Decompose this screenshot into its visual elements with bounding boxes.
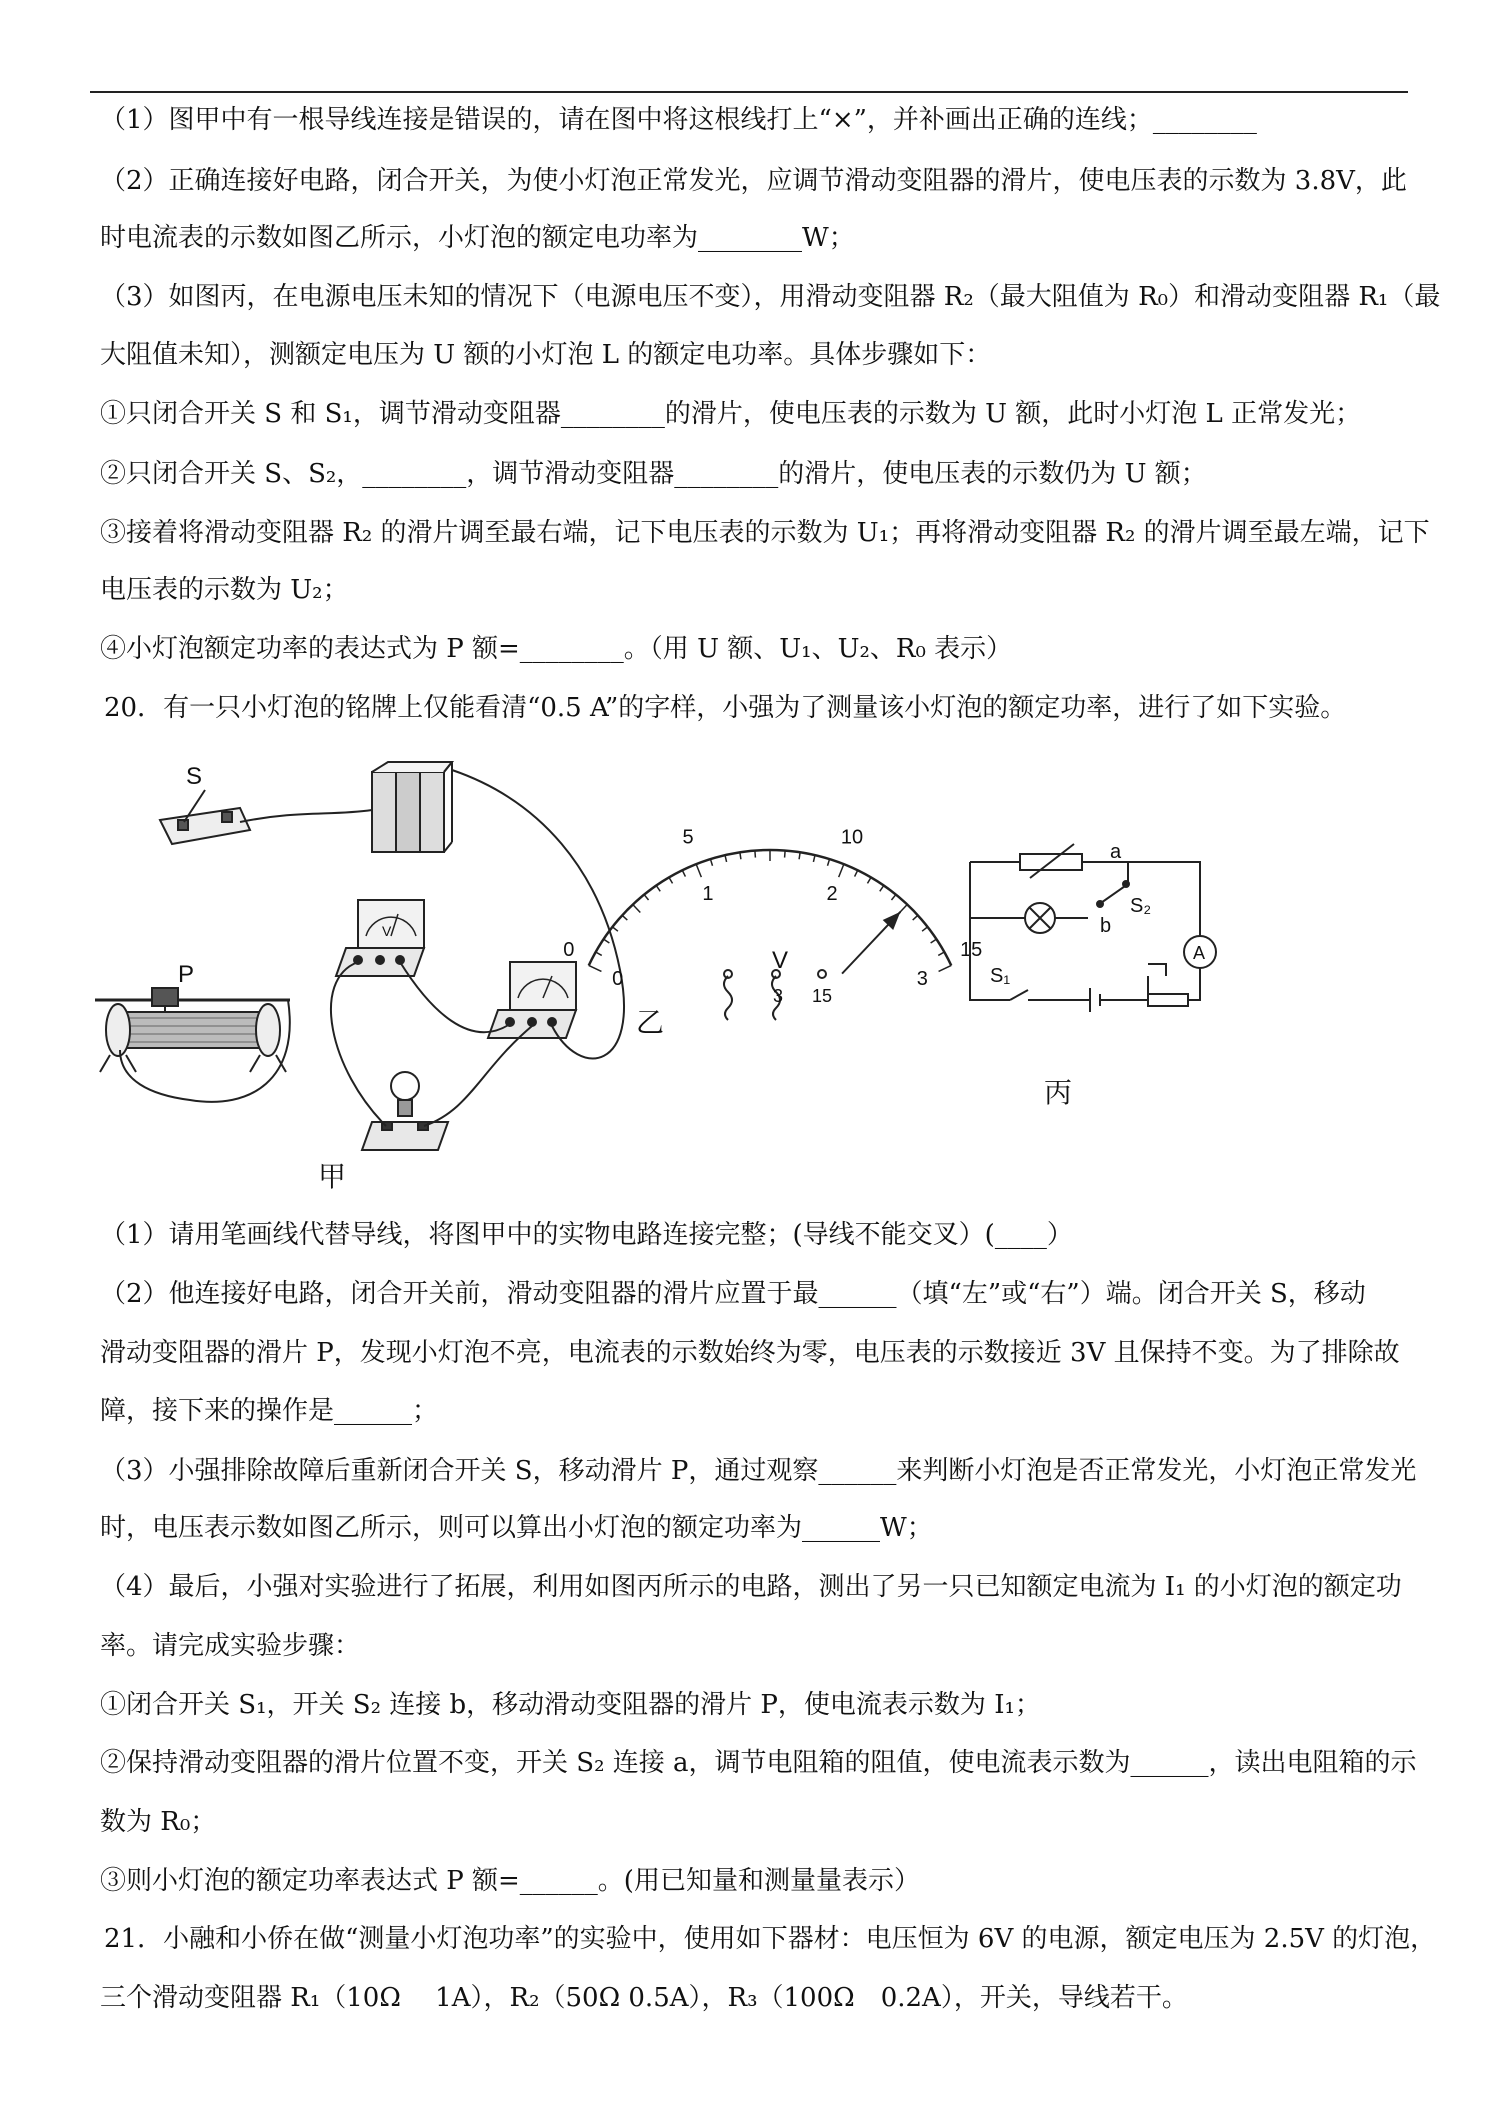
text-line: ④小灯泡额定功率的表达式为 P 额=________。（用 U 额、U₁、U₂、R₀ 表示）	[100, 634, 1013, 664]
figure-caption-yi: 乙	[636, 1007, 665, 1038]
label-ammeter: A	[1193, 943, 1206, 963]
text-line: 数为 R₀；	[100, 1807, 217, 1837]
label-s2: S₂	[1130, 895, 1152, 917]
text-line: （2）他连接好电路，闭合开关前，滑动变阻器的滑片应置于最______（填“左”或“右”）端。闭合开关 S，移动	[100, 1279, 1366, 1309]
dial-tick	[891, 895, 895, 900]
figure-jia	[95, 762, 624, 1192]
text-line: （3）小强排除故障后重新闭合开关 S，移动滑片 P，通过观察______来判断小灯泡是否正常发光，小灯泡正常发光	[100, 1456, 1417, 1486]
terminal-label: 3	[772, 986, 784, 1006]
dial-tick	[799, 852, 800, 859]
top-rule	[90, 91, 1408, 93]
lamp-cross	[1030, 908, 1050, 928]
dial-tick	[644, 895, 648, 900]
dial-tick	[622, 915, 627, 920]
switch-label: S	[186, 763, 203, 790]
text-line: （4）最后，小强对实验进行了拓展，利用如图丙所示的电路，测出了另一只已知额定电流为 I₁ 的小灯泡的额定功	[100, 1572, 1402, 1602]
inner-tick-label: 3	[916, 968, 928, 991]
variable-arrow	[1030, 844, 1074, 878]
text-line: ②只闭合开关 S、S₂，________，调节滑动变阻器________的滑片，使电压表的示数仍为 U 额；	[100, 459, 1207, 489]
voltmeter-symbol: V	[382, 923, 392, 939]
dial-tick	[740, 852, 741, 859]
dial-tick	[785, 851, 786, 858]
meter-symbol: V	[771, 947, 789, 974]
inner-tick-label: 0	[612, 968, 624, 991]
inner-tick-label: 2	[826, 882, 838, 905]
dial-tick	[880, 886, 884, 892]
dial-tick	[839, 864, 844, 877]
bulb-icon	[362, 1072, 448, 1150]
dial-tick	[938, 952, 944, 955]
text-line: 三个滑动变阻器 R₁（10Ω 1A），R₂（50Ω 0.5A），R₃（100Ω 0.2A），开关，导线若干。	[100, 1983, 1188, 2013]
text-line: 大阻值未知），测额定电压为 U 额的小灯泡 L 的额定电功率。具体步骤如下：	[100, 340, 992, 370]
text-line: ③接着将滑动变阻器 R₂ 的滑片调至最右端，记下电压表的示数为 U₁；再将滑动变阻器 R₂ 的滑片调至最左端，记下	[100, 518, 1430, 548]
text-line: ②保持滑动变阻器的滑片位置不变，开关 S₂ 连接 a，调节电阻箱的阻值，使电流表示数为______，读出电阻箱的示	[100, 1748, 1417, 1778]
question-21-stem: 21．小融和小侨在做“测量小灯泡功率”的实验中，使用如下器材：电压恒为 6V 的电源，额定电压为 2.5V 的灯泡，	[104, 1924, 1437, 1954]
terminal-minus	[724, 976, 732, 1020]
terminal-dot	[818, 970, 826, 978]
slider-label: P	[178, 961, 195, 988]
outer-tick-label: 0	[563, 939, 575, 962]
dial-tick	[855, 870, 858, 876]
outer-tick-label: 10	[840, 826, 864, 849]
outer-tick-label: 5	[682, 826, 694, 849]
figure-caption-jia: 甲	[318, 1161, 347, 1192]
dial-tick	[696, 864, 701, 877]
terminal-label: 15	[811, 986, 833, 1006]
dial-tick	[589, 965, 602, 971]
text-line: （1）请用笔画线代替导线，将图甲中的实物电路连接完整；(导线不能交叉）(____）	[100, 1220, 1073, 1250]
figure-bing	[970, 841, 1216, 1108]
text-line: 时，电压表示数如图乙所示，则可以算出小灯泡的额定功率为______W；	[100, 1513, 933, 1543]
dial-tick	[656, 886, 660, 892]
text-line: ③则小灯泡的额定功率表达式 P 额=______。(用已知量和测量量表示）	[100, 1866, 920, 1896]
figure-circuits	[0, 750, 1488, 1210]
dial-tick	[813, 855, 815, 862]
text-line: （1）图甲中有一根导线连接是错误的，请在图中将这根线打上“×”，并补画出正确的连线；________	[100, 105, 1257, 135]
dial-tick	[922, 927, 928, 931]
text-line: 滑动变阻器的滑片 P，发现小灯泡不亮，电流表的示数始终为零，电压表的示数接近 3V 且保持不变。为了排除故	[100, 1338, 1400, 1368]
text-line: （3）如图丙，在电源电压未知的情况下（电源电压不变），用滑动变阻器 R₂（最大阻值为 R₀）和滑动变阻器 R₁（最	[100, 282, 1441, 312]
label-b: b	[1100, 915, 1112, 937]
figure-caption-bing: 丙	[1044, 1077, 1073, 1108]
text-line: （2）正确连接好电路，闭合开关，为使小灯泡正常发光，应调节滑动变阻器的滑片，使电压表的示数为 3.8V，此	[100, 166, 1407, 196]
inner-tick-label: 1	[702, 882, 714, 905]
dial-tick	[682, 870, 685, 876]
dial-tick	[596, 952, 602, 955]
dial-tick	[669, 877, 673, 883]
dial-tick	[612, 927, 618, 931]
figure-yi	[563, 827, 982, 1038]
dial-arc	[589, 850, 952, 965]
dial-tick	[604, 939, 610, 943]
knife-switch-icon	[160, 790, 250, 844]
text-line: 时电流表的示数如图乙所示，小灯泡的额定电功率为________W；	[100, 223, 855, 253]
outer-tick-label: 15	[960, 939, 983, 962]
dial-tick	[828, 859, 830, 866]
dial-tick	[867, 877, 871, 883]
voltmeter-icon	[336, 900, 424, 976]
text-line: ①闭合开关 S₁，开关 S₂ 连接 b，移动滑动变阻器的滑片 P，使电流表示数为 I₁；	[100, 1690, 1041, 1720]
question-20-stem: 20．有一只小灯泡的铭牌上仅能看清“0.5 A”的字样，小强为了测量该小灯泡的额定功率，进行了如下实验。	[104, 693, 1347, 723]
rheostat-icon	[95, 988, 290, 1072]
rheostat-symbol-icon	[1148, 994, 1188, 1006]
battery-icon	[372, 762, 452, 852]
text-line: 率。请完成实验步骤：	[100, 1631, 361, 1661]
text-line: 电压表的示数为 U₂；	[100, 575, 349, 605]
text-line: 障，接下来的操作是______；	[100, 1396, 439, 1426]
dial-tick	[900, 905, 908, 913]
text-line: ①只闭合开关 S 和 S₁，调节滑动变阻器________的滑片，使电压表的示数为 U 额，此时小灯泡 L 正常发光；	[100, 399, 1362, 429]
dial-tick	[939, 965, 952, 971]
label-a: a	[1110, 841, 1122, 863]
dial-tick	[931, 939, 937, 943]
label-s1: S₁	[990, 965, 1011, 987]
dial-tick	[725, 855, 727, 862]
dial-tick	[755, 851, 756, 858]
dial-tick	[710, 859, 712, 866]
voltmeter-dial	[563, 827, 982, 1020]
dial-tick	[633, 905, 641, 913]
dial-tick	[913, 915, 918, 920]
switch-s1	[1010, 990, 1028, 1000]
